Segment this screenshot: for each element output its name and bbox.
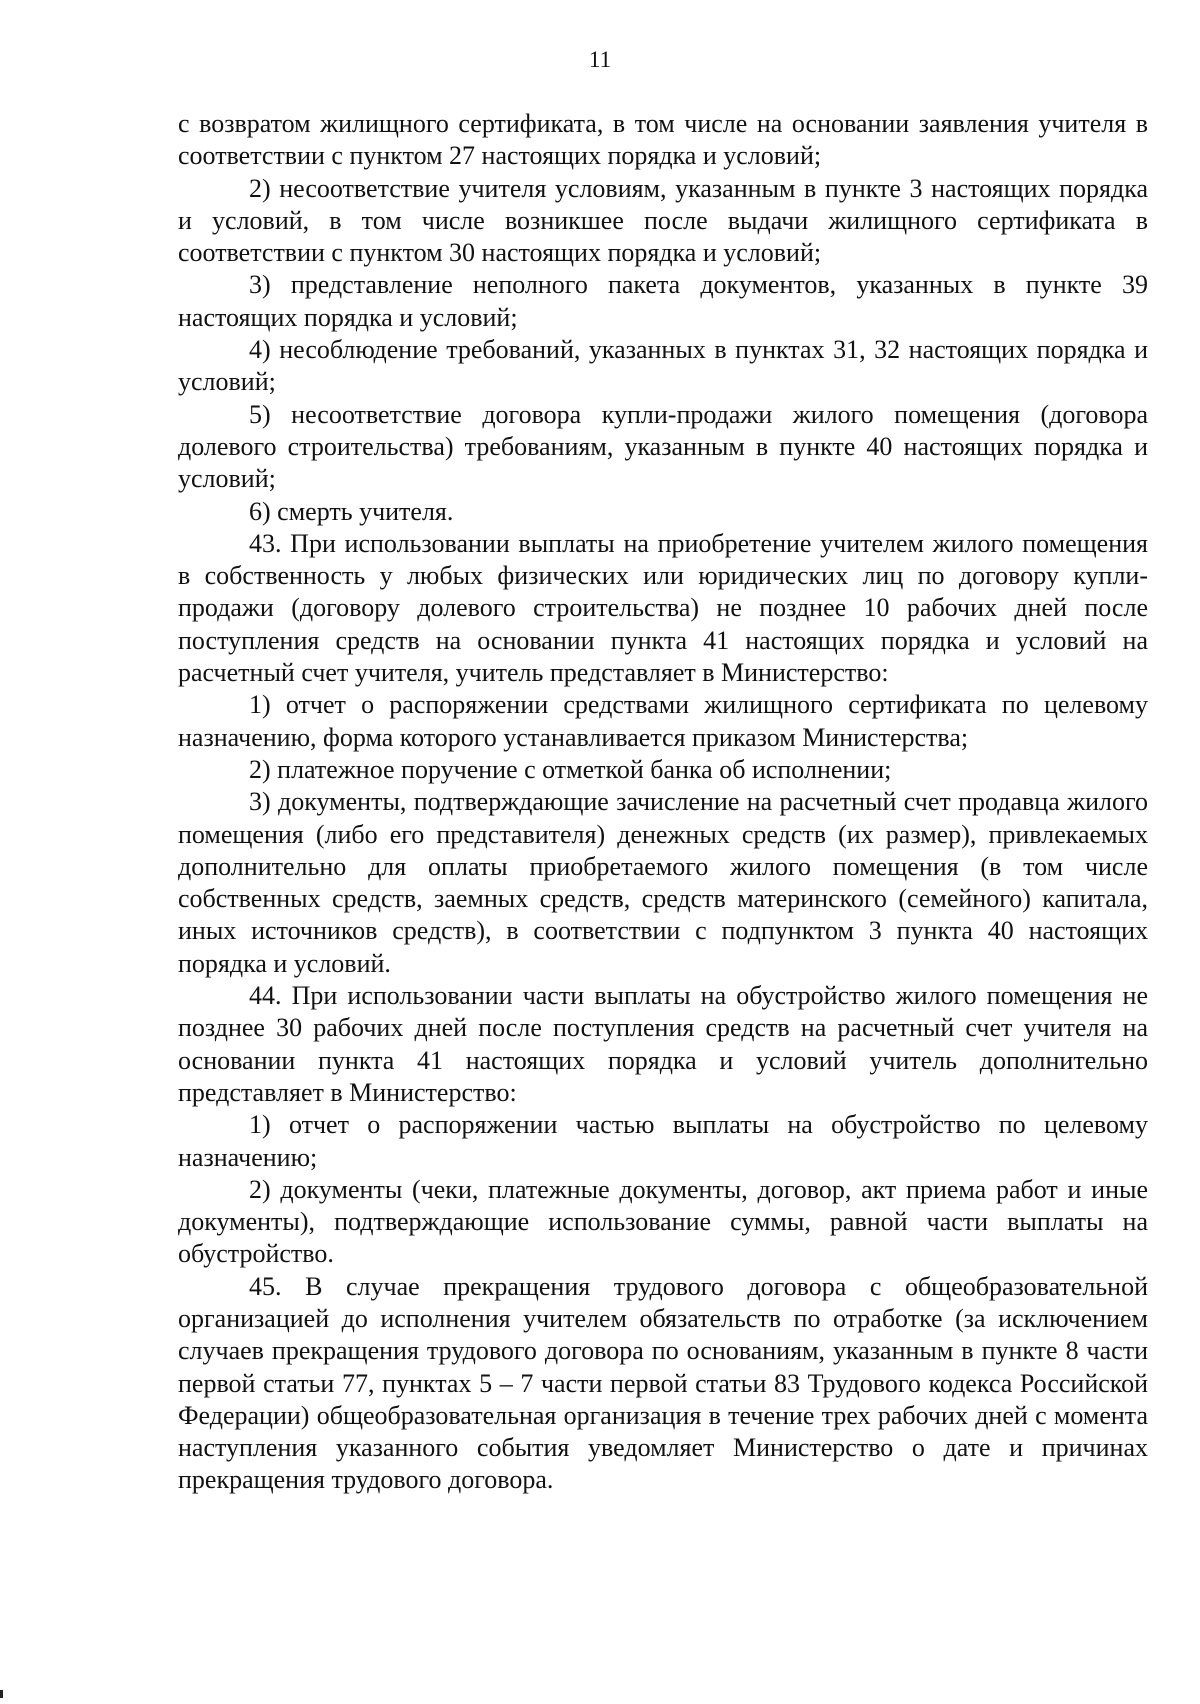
scan-edge-mark bbox=[0, 1690, 3, 1698]
clause-43-item-2: 2) платежное поручение с отметкой банка об исполнении; bbox=[249, 754, 892, 784]
document-body bbox=[178, 108, 1148, 1497]
clause-43: 43. При использовании выплаты на приобретение учителем жилого помещения в собственность у любых физических или юридических лиц по договору купли-продажи (договору долевого строительства) не позднее 10 рабочих дней после поступления средств на основании пункта 41 настоящих порядка и условий на расчетный счет учителя, учитель представляет в Министерство: bbox=[178, 528, 1148, 688]
clause-43-item-1: 1) отчет о распоряжении средствами жилищного сертификата по целевому назначению, форма которого устанавливается приказом Министерства; bbox=[178, 690, 1148, 752]
clause-45: 45. В случае прекращения трудового договора с общеобразовательной организацией до исполнения учителем обязательств по отработке (за исключением случаев прекращения трудового договора по основаниям, указанным в пункте 8 части первой статьи 77, пунктах 5 – 7 части первой статьи 83 Трудового кодекса Российской Федерации) общеобразовательная организация в течение трех рабочих дней с момента наступления указанного события уведомляет Министерство о дате и причинах прекращения трудового договора. bbox=[178, 1271, 1148, 1495]
list-item-2: 2) несоответствие учителя условиям, указанным в пункте 3 настоящих порядка и условий, в том числе возникшее после выдачи жилищного сертификата в соответствии с пунктом 30 настоящих порядка и условий; bbox=[178, 173, 1148, 268]
list-item-3: 3) представление неполного пакета документов, указанных в пункте 39 настоящих порядка и условий; bbox=[178, 270, 1148, 332]
list-item-5: 5) несоответствие договора купли-продажи жилого помещения (договора долевого строительства) требованиям, указанным в пункте 40 настоящих порядка и условий; bbox=[178, 399, 1148, 494]
clause-44-item-1: 1) отчет о распоряжении частью выплаты на обустройство по целевому назначению; bbox=[178, 1110, 1148, 1172]
list-item-6: 6) смерть учителя. bbox=[249, 496, 454, 526]
clause-44: 44. При использовании части выплаты на обустройство жилого помещения не позднее 30 рабочих дней после поступления средств на расчетный счет учителя на основании пункта 41 настоящих порядка и условий учитель дополнительно представляет в Министерство: bbox=[178, 981, 1148, 1107]
list-item-4: 4) несоблюдение требований, указанных в пунктах 31, 32 настоящих порядка и условий; bbox=[178, 335, 1148, 397]
page-number: 11 bbox=[588, 47, 612, 72]
clause-44-item-2: 2) документы (чеки, платежные документы, договор, акт приема работ и иные документы), подтверждающие использование суммы, равной части выплаты на обустройство. bbox=[178, 1174, 1148, 1269]
paragraph-continuation: с возвратом жилищного сертификата, в том числе на основании заявления учителя в соответствии с пунктом 27 настоящих порядка и условий; bbox=[178, 109, 1148, 171]
clause-43-item-3: 3) документы, подтверждающие зачисление на расчетный счет продавца жилого помещения (либо его представителя) денежных средств (их размер), привлекаемых дополнительно для оплаты приобретаемого жилого помещения (в том числе собственных средств, заемных средств, средств материнского (семейного) капитала, иных источников средств), в соответствии с подпунктом 3 пункта 40 настоящих порядка и условий. bbox=[178, 787, 1148, 978]
